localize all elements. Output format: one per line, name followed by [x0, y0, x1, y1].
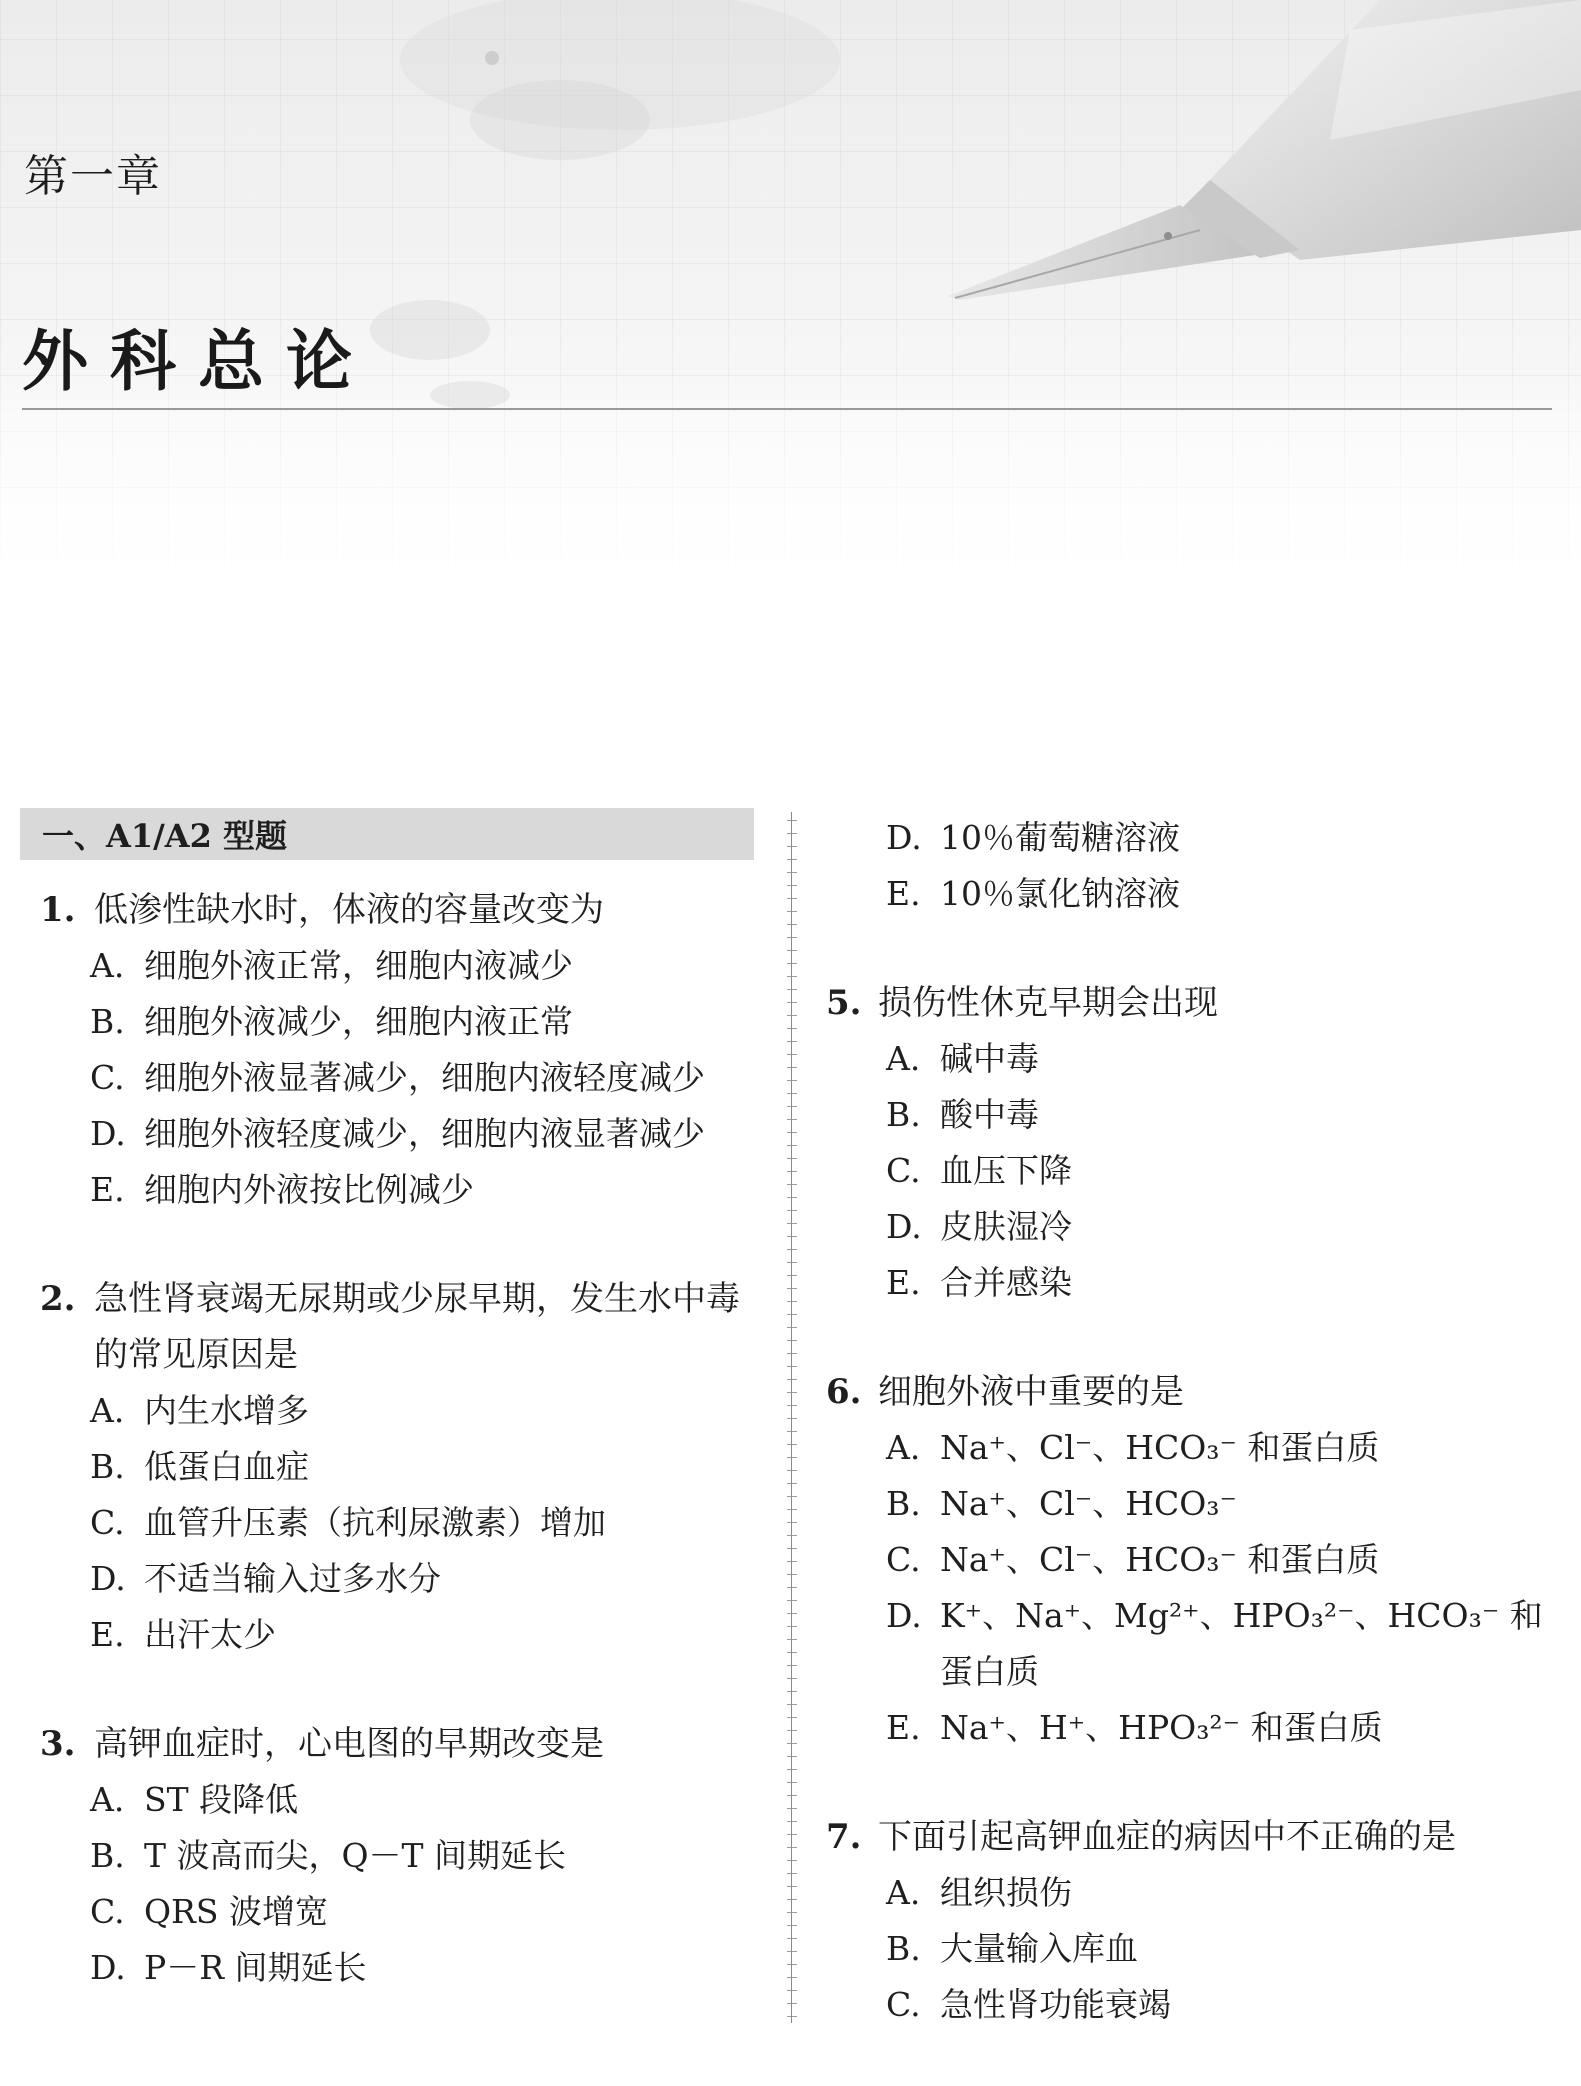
option-text: 大量输入库血 — [940, 1929, 1138, 1968]
option-text: 酸中毒 — [940, 1095, 1039, 1134]
answer-option — [20, 1551, 758, 1607]
question-stem — [20, 1271, 758, 1383]
answer-option — [826, 810, 1566, 866]
option-text: 细胞外液轻度减少，细胞内液显著减少 — [144, 1114, 705, 1153]
option-letter: D. — [90, 1559, 126, 1598]
answer-option — [826, 1143, 1566, 1199]
answer-option — [20, 1940, 758, 1996]
option-text: 出汗太少 — [144, 1615, 276, 1654]
option-letter: A. — [90, 1780, 125, 1819]
answer-option — [20, 1439, 758, 1495]
option-letter: A. — [886, 1428, 921, 1467]
answer-option — [20, 938, 758, 994]
chapter-header — [0, 0, 1581, 600]
question-item — [20, 1716, 758, 1996]
option-text: 不适当输入过多水分 — [144, 1559, 441, 1598]
option-letter: D. — [886, 818, 922, 857]
answer-option — [826, 1255, 1566, 1311]
option-text: Na⁺、H⁺、HPO₃²⁻ 和蛋白质 — [940, 1708, 1383, 1747]
option-letter: B. — [886, 1929, 921, 1968]
option-letter: B. — [90, 1447, 125, 1486]
left-column — [20, 808, 758, 2049]
option-letter: C. — [886, 1540, 921, 1579]
question-number: 3. — [40, 1724, 76, 1764]
question-text: 高钾血症时，心电图的早期改变是 — [94, 1724, 604, 1764]
option-text: T 波高而尖，Q－T 间期延长 — [144, 1836, 567, 1875]
question-text: 下面引起高钾血症的病因中不正确的是 — [878, 1817, 1456, 1857]
option-letter: C. — [886, 1985, 921, 2024]
question-number: 1. — [40, 890, 76, 930]
answer-option — [826, 1588, 1566, 1700]
answer-option — [20, 1772, 758, 1828]
question-number: 5. — [826, 983, 862, 1023]
option-text: 合并感染 — [940, 1263, 1072, 1302]
answer-option — [826, 866, 1566, 922]
question-stem — [826, 1364, 1566, 1420]
answer-option — [20, 1106, 758, 1162]
option-text: 低蛋白血症 — [144, 1447, 309, 1486]
answer-option — [20, 1383, 758, 1439]
chapter-label: 第一章 — [24, 151, 162, 202]
option-letter: D. — [90, 1948, 126, 1987]
option-text: ST 段降低 — [144, 1780, 299, 1819]
question-item — [826, 1364, 1566, 1756]
option-letter: E. — [90, 1615, 125, 1654]
question-list-left — [20, 882, 758, 1996]
option-letter: B. — [90, 1002, 125, 1041]
question-list-right — [826, 975, 1566, 2033]
question-number: 7. — [826, 1817, 862, 1857]
right-column — [826, 808, 1566, 2086]
question-text: 急性肾衰竭无尿期或少尿早期，发生水中毒的常见原因是 — [94, 1279, 740, 1375]
option-text: K⁺、Na⁺、Mg²⁺、HPO₃²⁻、HCO₃⁻ 和蛋白质 — [940, 1596, 1543, 1691]
answer-option — [20, 994, 758, 1050]
option-text: 10％葡萄糖溶液 — [940, 818, 1180, 857]
question-stem — [826, 975, 1566, 1031]
question-stem — [826, 1809, 1566, 1865]
answer-option — [826, 1532, 1566, 1588]
option-letter: A. — [886, 1039, 921, 1078]
option-letter: D. — [886, 1207, 922, 1246]
option-text: 细胞内外液按比例减少 — [144, 1170, 474, 1209]
answer-option — [826, 1977, 1566, 2033]
answer-option — [20, 1162, 758, 1218]
option-letter: A. — [90, 946, 125, 985]
answer-option — [826, 1476, 1566, 1532]
question-stem — [20, 1716, 758, 1772]
question-item — [826, 1809, 1566, 2033]
continued-options — [826, 810, 1566, 922]
answer-option — [20, 1884, 758, 1940]
answer-option — [826, 1921, 1566, 1977]
option-text: 皮肤湿冷 — [940, 1207, 1072, 1246]
fountain-pen-illustration — [0, 0, 1581, 600]
option-text: 细胞外液正常，细胞内液减少 — [144, 946, 573, 985]
option-letter: D. — [90, 1114, 126, 1153]
question-number: 6. — [826, 1372, 862, 1412]
answer-option — [826, 1865, 1566, 1921]
title-rule — [22, 408, 1552, 410]
option-letter: E. — [90, 1170, 125, 1209]
answer-option — [20, 1050, 758, 1106]
answer-option — [826, 1420, 1566, 1476]
option-letter: A. — [90, 1391, 125, 1430]
answer-option — [20, 1495, 758, 1551]
answer-option — [20, 1607, 758, 1663]
answer-option — [826, 1031, 1566, 1087]
option-letter: C. — [90, 1058, 125, 1097]
option-text: 血压下降 — [940, 1151, 1072, 1190]
chapter-title: 外科总论 — [22, 323, 374, 400]
option-text: 血管升压素（抗利尿激素）增加 — [144, 1503, 606, 1542]
option-text: Na⁺、Cl⁻、HCO₃⁻ — [940, 1484, 1237, 1523]
option-text: Na⁺、Cl⁻、HCO₃⁻ 和蛋白质 — [940, 1428, 1380, 1467]
option-text: 组织损伤 — [940, 1873, 1072, 1912]
option-letter: A. — [886, 1873, 921, 1912]
option-text: 内生水增多 — [144, 1391, 309, 1430]
question-item — [20, 1271, 758, 1663]
option-letter: C. — [90, 1892, 125, 1931]
option-letter: B. — [886, 1484, 921, 1523]
option-text: 碱中毒 — [940, 1039, 1039, 1078]
option-text: P－R 间期延长 — [144, 1948, 367, 1987]
option-letter: C. — [90, 1503, 125, 1542]
answer-option — [826, 1199, 1566, 1255]
option-letter: B. — [90, 1836, 125, 1875]
answer-option — [826, 1087, 1566, 1143]
question-text: 低渗性缺水时，体液的容量改变为 — [94, 890, 604, 930]
section-heading: 一、A1/A2 型题 — [20, 808, 754, 860]
column-divider-ticks — [785, 812, 799, 2023]
answer-option — [20, 1828, 758, 1884]
option-text: 细胞外液减少，细胞内液正常 — [144, 1002, 573, 1041]
answer-option — [826, 1700, 1566, 1756]
option-text: 10％氯化钠溶液 — [940, 874, 1180, 913]
option-text: 细胞外液显著减少，细胞内液轻度减少 — [144, 1058, 705, 1097]
question-item — [20, 882, 758, 1218]
question-stem — [20, 882, 758, 938]
question-text: 细胞外液中重要的是 — [878, 1372, 1184, 1412]
option-text: Na⁺、Cl⁻、HCO₃⁻ 和蛋白质 — [940, 1540, 1380, 1579]
option-letter: B. — [886, 1095, 921, 1134]
option-letter: E. — [886, 874, 921, 913]
option-letter: E. — [886, 1263, 921, 1302]
option-text: 急性肾功能衰竭 — [940, 1985, 1171, 2024]
option-letter: C. — [886, 1151, 921, 1190]
question-item — [826, 975, 1566, 1311]
option-text: QRS 波增宽 — [144, 1892, 328, 1931]
option-letter: D. — [886, 1596, 922, 1635]
option-letter: E. — [886, 1708, 921, 1747]
question-number: 2. — [40, 1279, 76, 1319]
question-text: 损伤性休克早期会出现 — [878, 983, 1218, 1023]
